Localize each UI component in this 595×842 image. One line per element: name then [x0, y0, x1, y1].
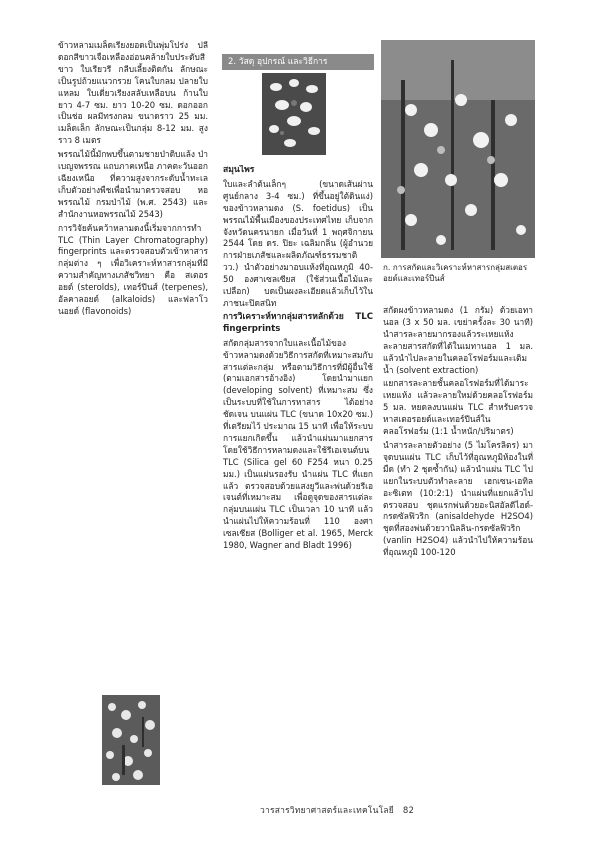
figure-caption: ก. การสกัดและวิเคราะห์หาสารกลุ่มสเตอรอยด์และเทอร์ปีนส์	[383, 263, 528, 283]
column-2	[223, 165, 373, 765]
col3-paragraph-2: แยกสารละลายชั้นคลอโรฟอร์มที่ได้มาระเหยแห้ง แล้วละลายใหม่ด้วยคลอโรฟอร์ม 5 มล. หยดลงบนแผ่น TLC สำหรับตรวจหาสเตอรอยด์และเทอร์ปีนส์ในคลอโรฟอร์ม (1:1 น้ำหนัก/ปริมาตร)	[383, 378, 533, 437]
flower-photo-large	[381, 40, 535, 258]
column-3	[383, 305, 533, 775]
col1-paragraph-3: การวิจัยค้นคว้าหลามดงนี้เริ่มจากการทำ TLC (Thin Layer Chromatography) fingerprints และตรวจสอบตัวเข้าหาสารกลุ่มต่าง ๆ เพื่อวิเคราะห์หาสารกลุ่มที่มีความสำคัญทางเภสัชวิทยา คือ สเตอรอยด์ (sterolds), เทอร์ปีนส์ (terpenes), อัลคาลอยด์ (alkaloids) และฟลาโวนอยด์ (flavonoids)	[58, 222, 208, 316]
column-1	[58, 40, 208, 720]
journal-name: วารสารวิทยาศาสตร์และเทคโนโลยี	[260, 806, 394, 816]
subheading-herb: สมุนไพร	[223, 165, 255, 175]
flower-photo-small	[102, 695, 160, 785]
col2-paragraph-1: ใบและลำต้นเล็กๆ (ขนาดเส้นผ่านศูนย์กลาง 3-4 ซม.) ที่ขึ้นอยู่ใต้ดินแง่) ของข้าวหลามดง (S. foetidus) เป็นพรรณไม้พื้นเมืองของประเทศไทย เก็บจากจังหวัดนครนายก เมื่อวันที่ 1 พฤศจิกายน 2544 โดย ดร. ปิยะ เฉลิมกลิ่น (ผู้อำนวยการฝ่ายเภสัชและผลิตภัณฑ์ธรรมชาติ วว.) นำตัวอย่างมาอบแห้งที่อุณหภูมิ 40-50 องศาเซลเซียส (ใช้ส่วนเนื้อไม้และเปลือก) บดเป็นผงละเอียดแล้วเก็บไว้ในภาชนะปิดสนิท	[223, 178, 373, 308]
page-footer	[260, 803, 414, 817]
subheading-tlc: การวิเคราะห์หากลุ่มสารหลักด้วย TLC fingerprints	[223, 311, 373, 334]
flower-photo-medium	[262, 73, 326, 155]
col1-paragraph-2: พรรณไม้นี้มักพบขึ้นตามชายป่าดิบแล้ง ป่าเบญจพรรณ แถบภาคเหนือ ภาคตะวันออกเฉียงเหนือ ที่ความสูงจากระดับน้ำทะเล เก็บตัวอย่างพืชเพื่อนำมาตรวจสอบ หอพรรณไม้ กรมป่าไม้ (พ.ศ. 2543) และสำนักงานหอพรรณไม้ 2543)	[58, 149, 208, 219]
section-title: 2. วัสดุ อุปกรณ์ และวิธีการ	[222, 54, 374, 70]
page-number: 82	[402, 806, 415, 816]
col1-paragraph-1: ข้าวหลามเมล็ดเรียงยอดเป็นพุ่มโปร่ง ปลีดอกสีขาวเจือเหลืองอ่อนคล้ายใบประดับสีขาว ใบเรียวรี กลีบเลี้ยงติดกัน ลักษณะเป็นรูปถ้วยแนวกรวย โคนใบกลม ปลายใบแหลม ใบเดี่ยวเรียงสลับเหลือบน ก้านใบยาว 4-7 ซม. ยาว 10-20 ซม. ดอกออกเป็นช่อ ผลมีทรงกลม ขนาดราว 25 มม. เมล็ดเล็ก ลักษณะเป็นกลุ่ม 8-12 มม. สูงราว 8 เมตร	[58, 40, 208, 146]
col3-paragraph-3: นำสารละลายตัวอย่าง (5 ไมโครลิตร) มาจุดบนแผ่น TLC เก็บไว้ที่อุณหภูมิห้องในที่มืด (ทำ 2 ชุดซ้ำกัน) แล้วนำแผ่น TLC ไปแยกในระบบตัวทำละลาย เฮกเซน-เอทิลอะซิเตท (10:2:1) นำแผ่นที่แยกแล้วไปตรวจสอบ ชุดแรกพ่นด้วยอะนิสอัลดีไฮด์-กรดซัลฟิวริก (anisaldehyde H2SO4) ชุดที่สองพ่นด้วยวานิลลิน-กรดซัลฟิวริก (vanlin H2SO4) แล้วนำไปให้ความร้อนที่อุณหภูมิ 100-120	[383, 439, 533, 558]
col2-paragraph-2: สกัดกลุ่มสารจากใบและเนื้อไม้ของข้าวหลามดงด้วยวิธีการสกัดที่เหมาะสมกับสารแต่ละกลุ่ม หรือตามวิธีการที่มีผู้อื่นใช้ (ตามเอกสารอ้างอิง) โดยนำมาแยก (developing solvent) ที่เหมาะสม ซึ่งเป็นระบบที่ใช้ในการหาสาร ได้อย่างชัดเจน บนแผ่น TLC (ขนาด 10x20 ซม.) ที่เตรียมไว้ ประมาณ 15 นาที เพื่อให้ระบบการแยกเกิดขึ้น แล้วนำแผ่นมาแยกสารโดยใช้วิธีการหลามดงและใช้รีเอเจนต์บน TLC (Silica gel 60 F254 หนา 0.25 มม.) เป็นแผ่นรองรับ นำแผ่น TLC ที่แยกแล้ว ตรวจสอบด้วยแสงยูวีและพ่นด้วยรีเอเจนต์ที่เหมาะสม เพื่อดูจุดของสารแต่ละกลุ่มบนแผ่น TLC เป็นเวลา 10 นาที แล้วนำแผ่นไปให้ความร้อนที่ 110 องศาเซลเซียส (Bolliger et al. 1965, Merck 1980, Wagner and Bladt 1996)	[223, 337, 373, 551]
col3-paragraph-1: สกัดผงข้าวหลามดง (1 กรัม) ด้วยเอทานอล (3 x 50 มล. เขย่าครั้งละ 30 นาที) นำสารละลายมากรองแล้วระเหยแห้ง ละลายสารสกัดที่ได้ในเมทานอล 1 มล. แล้วนำไปละลายในคลอโรฟอร์มและเติมน้ำ (solvent extraction)	[383, 305, 533, 375]
